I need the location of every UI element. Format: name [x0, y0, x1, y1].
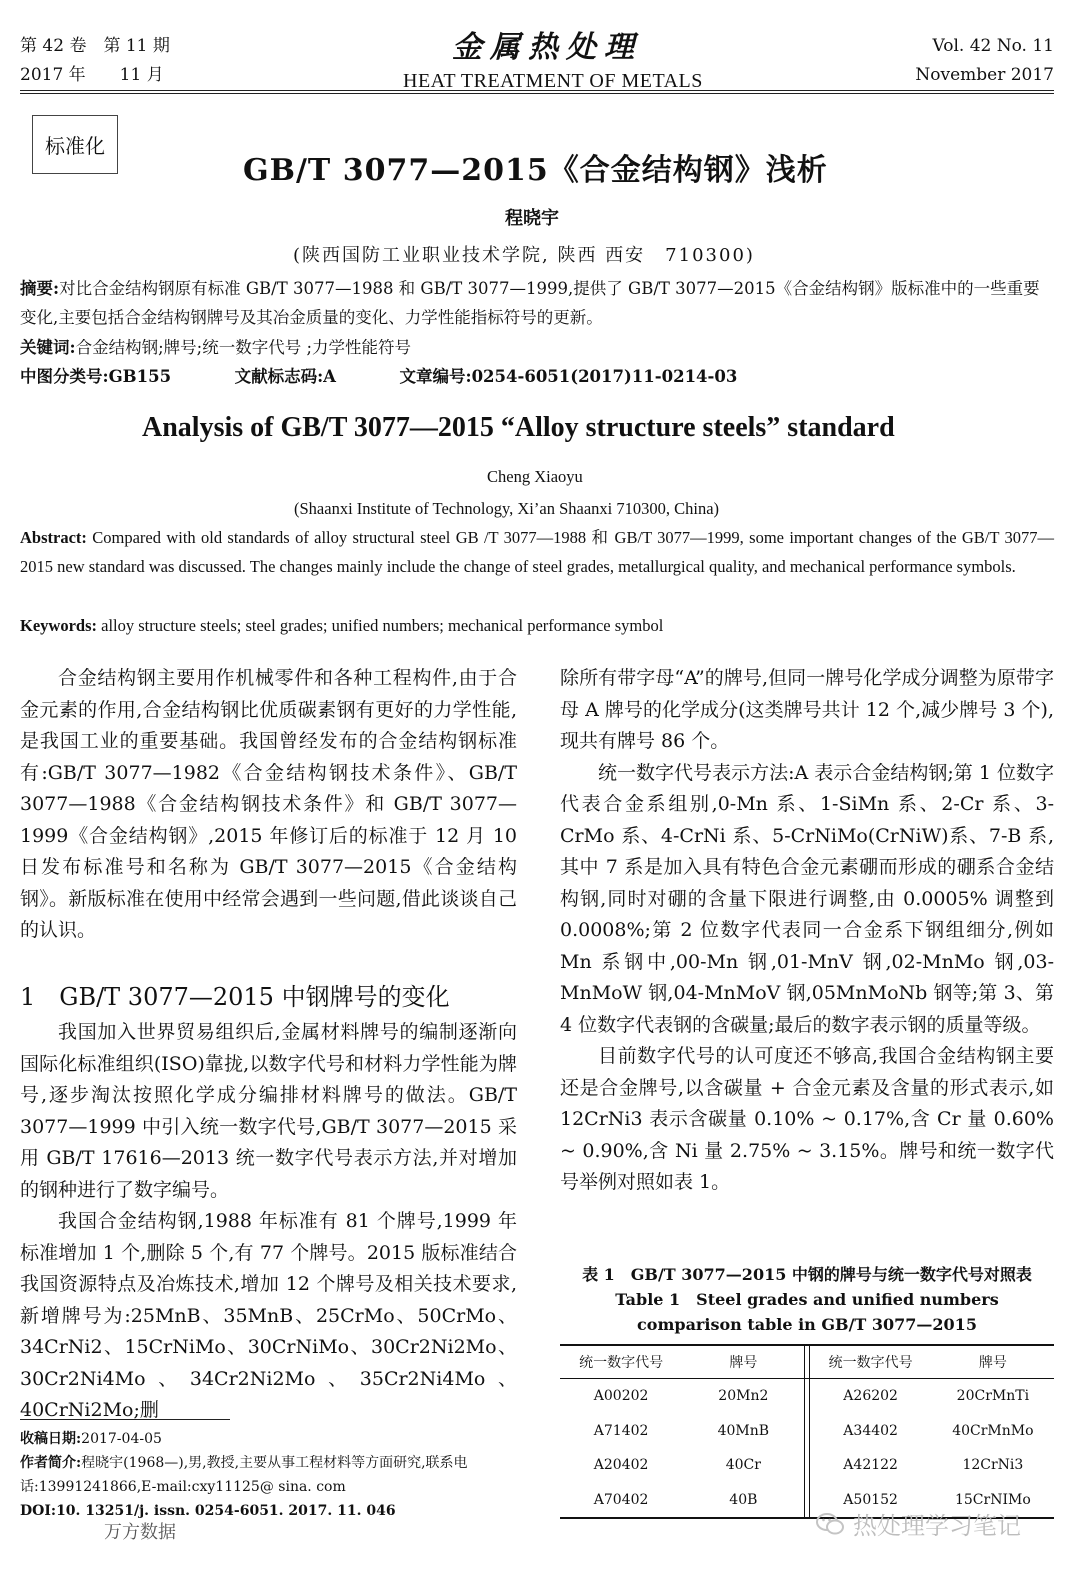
table-cell: 40Cr: [725, 1457, 761, 1474]
section-1-heading: 1 GB/T 3077—2015 中钢牌号的变化: [20, 983, 450, 1011]
left-column-section-1: [20, 1017, 517, 1427]
header-volume-en: Vol. 42 No. 11: [932, 36, 1054, 56]
table-cell: A71402: [593, 1422, 649, 1439]
footnote-rule: [20, 1419, 230, 1420]
doc-code-value: A: [323, 367, 336, 386]
wechat-account-name: 热处理学习笔记: [853, 1512, 1021, 1540]
footnote-doi: [20, 1499, 517, 1523]
journal-name-en: HEAT TREATMENT OF METALS: [403, 70, 703, 92]
left-paragraph-3: 我国合金结构钢,1988 年标准有 81 个牌号,1999 年标准增加 1 个,删除 5 个,有 77 个牌号。2015 版标准结合我国资源特点及冶炼技术,增加 12 个牌号及相关技术要求,新增牌号为:25MnB、35MnB、25CrMo、50CrMo、34CrNi2、15CrNiMo、30CrNiMo、30Cr2Ni2Mo、30Cr2Ni4Mo、34Cr2Ni2Mo、35Cr2Ni4Mo、40CrNi2Mo;删: [20, 1210, 517, 1421]
abstract-en-label: Abstract:: [20, 528, 87, 547]
author-bio-text: 程晓宇(1968—),男,教授,主要从事工程材料等方面研究,联系电话:13991241866,E-mail:cxy11125@ sina. com: [20, 1455, 468, 1495]
table-header-code-1: 统一数字代号: [560, 1345, 682, 1379]
abstract-cn-label: 摘要:: [20, 279, 60, 298]
right-paragraph-1: 除所有带字母“A”的牌号,但同一牌号化学成分调整为原带字母 A 牌号的化学成分(这类牌号共计 12 个,减少牌号 3 个),现共有牌号 86 个。: [560, 667, 1054, 752]
table-cell: A50152: [809, 1483, 932, 1519]
table-cell: 12CrNi3: [962, 1457, 1024, 1474]
footnote-author: [20, 1451, 517, 1499]
table-cell: 40CrMnMo: [952, 1422, 1034, 1439]
wechat-icon: [815, 1511, 845, 1537]
table-header-grade-1: 牌号: [682, 1345, 805, 1379]
wanfang-watermark: 万方数据: [104, 1522, 176, 1543]
table-row: [560, 1448, 1054, 1483]
affiliation-en: (Shaanxi Institute of Technology, Xi’an Shaanxi 710300, China): [294, 499, 720, 518]
abstract-en: [20, 523, 1054, 581]
table-row: [560, 1414, 1054, 1449]
abstract-en-text: Compared with old standards of alloy structural steel GB /T 3077—1988 和 GB/T 3077—1999, some important changes of the GB/T 3077—2015 new standard was discussed. The changes mainly include the change of steel grades, metallurgical quality, and mechanical performance symbols.: [20, 528, 1054, 576]
table-1-caption-en-1: Table 1 Steel grades and unified numbers: [615, 1290, 999, 1309]
table-1-caption-cn: 表 1 GB/T 3077—2015 中钢的牌号与统一数字代号对照表: [582, 1265, 1032, 1284]
title-en: Analysis of GB/T 3077—2015 “Alloy structure steels” standard: [142, 412, 895, 443]
column-tag: 标准化: [32, 115, 118, 174]
abstract-cn: [20, 274, 1054, 332]
table-row: [560, 1379, 1054, 1414]
article-number-value: 0254-6051(2017)11-0214-03: [471, 367, 738, 386]
table-1-caption: [560, 1262, 1054, 1337]
doi-value: 10. 13251/j. issn. 0254-6051. 2017. 11. 046: [56, 1503, 396, 1519]
header-date-cn: 2017 年 11 月: [20, 65, 164, 85]
wechat-watermark: [815, 1506, 1021, 1541]
abstract-cn-text: 对比合金结构钢原有标准 GB/T 3077—1988 和 GB/T 3077—1999,提供了 GB/T 3077—2015《合金结构钢》版标准中的一些重要变化,主要包括合金结构钢牌号及其冶金质量的变化、力学性能指标符号的更新。: [20, 279, 1040, 327]
article-number-label: 文章编号:: [399, 367, 472, 386]
footnote-received: [20, 1427, 517, 1451]
header-rule-top: [20, 90, 1054, 91]
table-cell: A42122: [843, 1457, 898, 1474]
table-cell: A00202: [593, 1388, 649, 1405]
keywords-en: [20, 611, 1054, 640]
author-cn: 程晓宇: [505, 208, 559, 229]
keywords-en-label: Keywords:: [20, 616, 97, 635]
affiliation-cn: (陕西国防工业职业技术学院, 陕西 西安 710300): [293, 245, 755, 266]
table-cell: A20402: [593, 1457, 649, 1474]
left-paragraph-intro: 合金结构钢主要用作机械零件和各种工程构件,由于合金元素的作用,合金结构钢比优质碳素钢有更好的力学性能,是我国工业的重要基础。我国曾经发布的合金结构钢标准有:GB/T 3077—1982《合金结构钢技术条件》、GB/T 3077—1988《合金结构钢技术条件》和 GB/T 3077—1999《合金结构钢》,2015 年修订后的标准于 12 月 10 日发布标准号和名称为 GB/T 3077—2015《合金结构钢》。新版标准在使用中经常会遇到一些问题,借此谈谈自己的认识。: [20, 667, 517, 941]
author-en: Cheng Xiaoyu: [487, 467, 583, 486]
header-rule-bottom: [20, 93, 1054, 94]
clc-label: 中图分类号:: [20, 367, 109, 386]
header-volume-cn: 第 42 卷 第 11 期: [20, 36, 170, 56]
keywords-cn: [20, 333, 1054, 362]
received-date: 2017-04-05: [81, 1431, 162, 1447]
right-paragraph-2: 统一数字代号表示方法:A 表示合金结构钢;第 1 位数字代表合金系组别,0-Mn 系、1-SiMn 系、2-Cr 系、3-CrMo 系、4-CrNi 系、5-CrNiMo(CrNiW)系、7-B 系,其中 7 系是加入具有特色合金元素硼而形成的硼系合金结构钢,同时对硼的含量下限进行调整,由 0.0005% 调整到 0.0008%;第 2 位数字代表同一合金系下钢组细分,例如 Mn 系钢中,00-Mn 钢,01-MnV 钢,02-MnMo 钢,03-MnMoW 钢,04-MnMoV 钢,05MnMoNb 钢等;第 3、第 4 位数字代表钢的含碳量;最后的数字表示钢的质量等级。: [560, 761, 1054, 1036]
table-1: [560, 1344, 1054, 1519]
keywords-en-text: alloy structure steels; steel grades; unified numbers; mechanical performance symbol: [97, 616, 664, 635]
footnote: [20, 1427, 517, 1523]
table-header-code-2: 统一数字代号: [809, 1345, 932, 1379]
table-cell: 20CrMnTi: [956, 1388, 1030, 1405]
keywords-cn-label: 关键词:: [20, 338, 76, 357]
table-cell: A34402: [843, 1422, 898, 1439]
table-cell: 20Mn2: [718, 1388, 769, 1405]
table-cell: A70402: [560, 1483, 682, 1519]
left-paragraph-2: 我国加入世界贸易组织后,金属材料牌号的编制逐渐向国际化标准组织(ISO)靠拢,以数字代号和材料力学性能为牌号,逐步淘汰按照化学成分编排材料牌号的做法。GB/T 3077—1999 中引入统一数字代号,GB/T 3077—2015 采用 GB/T 17616—2013 统一数字代号表示方法,并对增加的钢种进行了数字编号。: [20, 1021, 517, 1201]
classification-line: [20, 362, 1054, 391]
right-paragraph-3: 目前数字代号的认可度还不够高,我国合金结构钢主要还是合金牌号,以含碳量 + 合金元素及含量的形式表示,如 12CrNi3 表示含碳量 0.10% ~ 0.17%,含 Cr 量 0.60% ~ 0.90%,含 Ni 量 2.75% ~ 3.15%。牌号和统一数字代号举例对照如表 1。: [560, 1045, 1054, 1193]
table-cell: 40B: [682, 1483, 805, 1519]
table-1-caption-en-2: comparison table in GB/T 3077—2015: [637, 1315, 977, 1334]
table-cell: A26202: [843, 1388, 898, 1405]
title-cn: GB/T 3077—2015《合金结构钢》浅析: [243, 153, 828, 188]
author-bio-label: 作者简介:: [20, 1455, 82, 1471]
received-label: 收稿日期:: [20, 1431, 82, 1447]
table-cell: 40MnB: [717, 1422, 770, 1439]
keywords-cn-text: 合金结构钢;牌号;统一数字代号 ;力学性能符号: [75, 338, 412, 357]
left-column: [20, 663, 517, 947]
table-header-row: [560, 1345, 1054, 1379]
table-cell: 15CrNIMo: [932, 1483, 1054, 1519]
table-header-grade-2: 牌号: [932, 1345, 1054, 1379]
right-column: [560, 663, 1054, 1199]
doc-code-label: 文献标志码:: [234, 367, 324, 386]
doi-label: DOI:: [20, 1503, 57, 1519]
clc-value: GB155: [108, 367, 172, 386]
journal-logo-cn: 金属热处理: [452, 30, 642, 65]
header-date-en: November 2017: [915, 65, 1054, 85]
